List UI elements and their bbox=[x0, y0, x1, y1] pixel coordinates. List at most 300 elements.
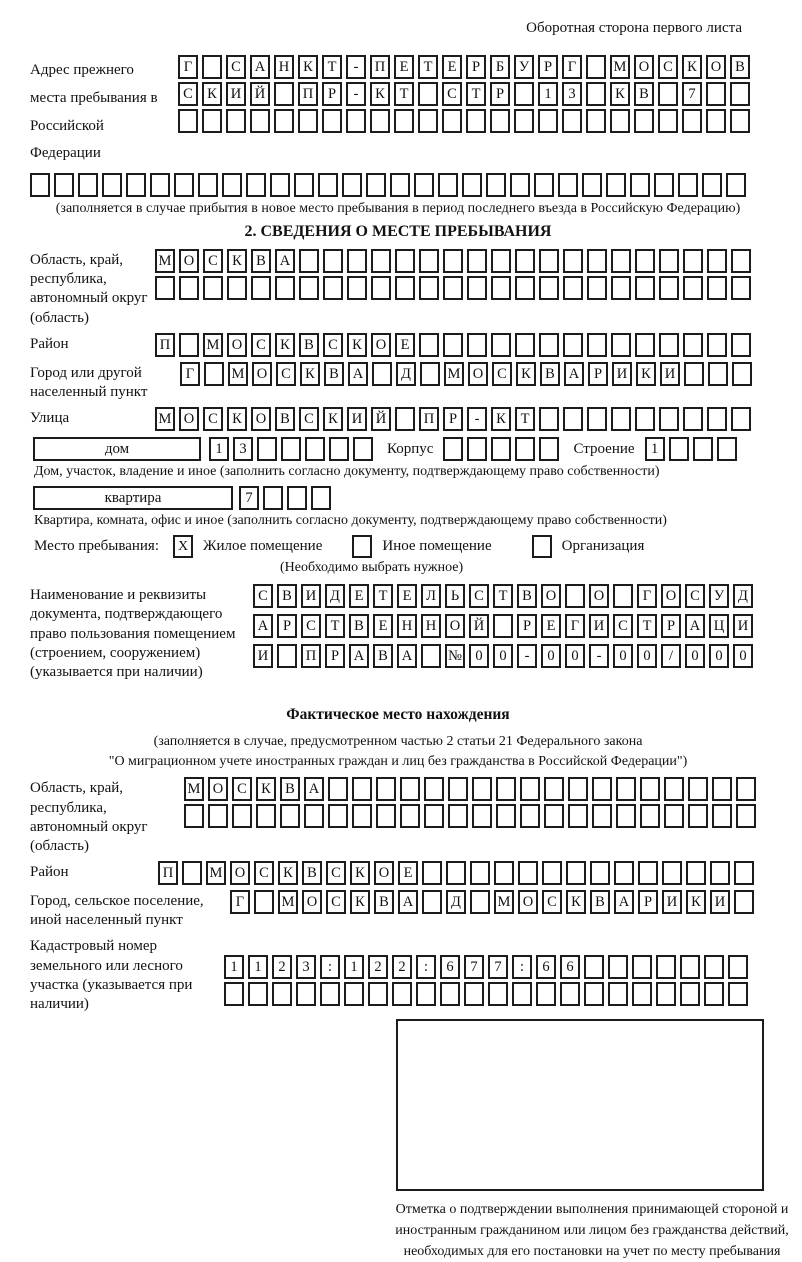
char-box bbox=[470, 861, 490, 885]
char-box bbox=[395, 276, 415, 300]
char-box: П bbox=[158, 861, 178, 885]
fact-location-note-line-1: (заполняется в случае, предусмотренном частью 2 статьи 21 Федерального закона bbox=[153, 734, 643, 750]
char-box bbox=[347, 249, 367, 273]
char-box bbox=[352, 777, 372, 801]
char-box: И bbox=[660, 362, 680, 386]
char-box: К bbox=[516, 362, 536, 386]
char-box: Г bbox=[565, 614, 585, 638]
char-box bbox=[659, 249, 679, 273]
fact-location-title: Фактическое место нахождения bbox=[286, 706, 510, 724]
prev-address-row-4 bbox=[30, 173, 766, 197]
char-box bbox=[707, 333, 727, 357]
char-box: О bbox=[252, 362, 272, 386]
char-box bbox=[587, 276, 607, 300]
char-box bbox=[565, 584, 585, 608]
char-box bbox=[688, 777, 708, 801]
char-box: Т bbox=[394, 82, 414, 106]
char-box bbox=[640, 804, 660, 828]
char-box bbox=[592, 804, 612, 828]
char-box bbox=[544, 804, 564, 828]
char-box: А bbox=[397, 644, 417, 668]
char-box bbox=[419, 333, 439, 357]
char-box: С bbox=[492, 362, 512, 386]
document-label: Наименование и реквизиты документа, подтверждающего право пользования помещением (строением, сооружением) (указывается при наличии) bbox=[30, 587, 236, 680]
char-box bbox=[272, 982, 292, 1006]
char-box: 1 bbox=[344, 955, 364, 979]
char-box: Е bbox=[394, 55, 414, 79]
fact-city-field bbox=[30, 890, 766, 930]
char-box: С bbox=[178, 82, 198, 106]
document-row-2 bbox=[253, 614, 753, 638]
char-box: А bbox=[304, 777, 324, 801]
char-box bbox=[254, 890, 274, 914]
char-box bbox=[299, 276, 319, 300]
char-box bbox=[659, 333, 679, 357]
char-box bbox=[400, 777, 420, 801]
char-box bbox=[706, 82, 726, 106]
char-box bbox=[734, 861, 754, 885]
district-field bbox=[30, 333, 766, 357]
char-box bbox=[179, 276, 199, 300]
stay-type-label: Место пребывания: bbox=[34, 538, 159, 555]
char-box: 7 bbox=[488, 955, 508, 979]
char-box bbox=[536, 982, 556, 1006]
char-box: 1 bbox=[248, 955, 268, 979]
char-box: Е bbox=[349, 584, 369, 608]
char-box bbox=[204, 362, 224, 386]
char-box: Г bbox=[178, 55, 198, 79]
char-box bbox=[179, 333, 199, 357]
char-box: 6 bbox=[560, 955, 580, 979]
char-box: / bbox=[661, 644, 681, 668]
korpus-label: Корпус bbox=[387, 440, 434, 457]
char-box: С bbox=[323, 333, 343, 357]
char-box bbox=[342, 173, 362, 197]
char-box: Й bbox=[469, 614, 489, 638]
char-box bbox=[424, 777, 444, 801]
char-box bbox=[395, 407, 415, 431]
char-box: С bbox=[469, 584, 489, 608]
char-box bbox=[712, 804, 732, 828]
char-box: Р bbox=[661, 614, 681, 638]
char-box: 6 bbox=[536, 955, 556, 979]
char-box bbox=[352, 804, 372, 828]
char-box bbox=[256, 804, 276, 828]
char-box bbox=[202, 55, 222, 79]
char-box bbox=[347, 276, 367, 300]
char-box bbox=[635, 407, 655, 431]
char-box: К bbox=[278, 861, 298, 885]
char-box bbox=[514, 109, 534, 133]
fact-region-row-1 bbox=[184, 777, 756, 801]
char-box bbox=[418, 82, 438, 106]
char-box: Н bbox=[274, 55, 294, 79]
char-box bbox=[126, 173, 146, 197]
apartment-note: Квартира, комната, офис и иное (заполнить согласно документу, подтверждающему право собственности) bbox=[34, 513, 667, 529]
char-box: С bbox=[613, 614, 633, 638]
char-box bbox=[704, 955, 724, 979]
char-box: В bbox=[540, 362, 560, 386]
char-box: 1 bbox=[224, 955, 244, 979]
stay-type-row bbox=[34, 535, 766, 558]
char-box bbox=[656, 982, 676, 1006]
char-box bbox=[656, 955, 676, 979]
char-box bbox=[584, 982, 604, 1006]
char-box: К bbox=[566, 890, 586, 914]
char-box bbox=[608, 982, 628, 1006]
stroenie-label: Строение bbox=[573, 440, 635, 457]
char-box: Р bbox=[638, 890, 658, 914]
char-box bbox=[730, 109, 750, 133]
char-box bbox=[494, 861, 514, 885]
char-box bbox=[563, 407, 583, 431]
char-box bbox=[542, 861, 562, 885]
char-box bbox=[702, 173, 722, 197]
char-box: 0 bbox=[493, 644, 513, 668]
char-box bbox=[514, 82, 534, 106]
street-label: Улица bbox=[30, 410, 70, 427]
char-box: С bbox=[658, 55, 678, 79]
char-box bbox=[366, 173, 386, 197]
char-box: 0 bbox=[469, 644, 489, 668]
char-box bbox=[587, 407, 607, 431]
char-box bbox=[448, 804, 468, 828]
char-box bbox=[632, 955, 652, 979]
char-box bbox=[515, 333, 535, 357]
char-box bbox=[582, 173, 602, 197]
char-box bbox=[323, 249, 343, 273]
house-box-label: дом bbox=[33, 437, 201, 461]
char-box: И bbox=[612, 362, 632, 386]
char-box bbox=[539, 249, 559, 273]
fact-location-note-line-2: "О миграционном учете иностранных граждан и лиц без гражданства в Российской Федерации") bbox=[108, 753, 688, 769]
char-box: М bbox=[494, 890, 514, 914]
char-box bbox=[707, 249, 727, 273]
char-box bbox=[320, 982, 340, 1006]
char-box: К bbox=[682, 55, 702, 79]
char-box bbox=[563, 249, 583, 273]
char-box: В bbox=[280, 777, 300, 801]
char-box: О bbox=[208, 777, 228, 801]
prev-address-field bbox=[30, 55, 766, 168]
char-box bbox=[736, 804, 756, 828]
char-box: 3 bbox=[233, 437, 253, 461]
char-box: Р bbox=[443, 407, 463, 431]
char-box bbox=[520, 777, 540, 801]
char-box bbox=[731, 407, 751, 431]
char-box bbox=[560, 982, 580, 1006]
char-box: Т bbox=[493, 584, 513, 608]
char-box: Т bbox=[515, 407, 535, 431]
char-box bbox=[277, 644, 297, 668]
char-box: К bbox=[298, 55, 318, 79]
char-box bbox=[251, 276, 271, 300]
char-box bbox=[658, 109, 678, 133]
apartment-number-row bbox=[239, 486, 331, 510]
char-box: С bbox=[251, 333, 271, 357]
char-box: 0 bbox=[613, 644, 633, 668]
char-box: О bbox=[589, 584, 609, 608]
fact-region-row-2 bbox=[184, 804, 756, 828]
char-box: А bbox=[614, 890, 634, 914]
char-box bbox=[448, 777, 468, 801]
char-box bbox=[488, 982, 508, 1006]
char-box: С bbox=[301, 614, 321, 638]
char-box bbox=[371, 276, 391, 300]
char-box: : bbox=[416, 955, 436, 979]
char-box bbox=[304, 804, 324, 828]
char-box: М bbox=[278, 890, 298, 914]
char-box bbox=[226, 109, 246, 133]
char-box: Т bbox=[325, 614, 345, 638]
char-box bbox=[635, 249, 655, 273]
char-box bbox=[371, 249, 391, 273]
char-box bbox=[731, 249, 751, 273]
char-box bbox=[568, 804, 588, 828]
char-box: М bbox=[155, 249, 175, 273]
char-box: Й bbox=[371, 407, 391, 431]
char-box bbox=[634, 109, 654, 133]
char-box bbox=[706, 109, 726, 133]
fact-district-row bbox=[158, 861, 754, 885]
char-box bbox=[586, 82, 606, 106]
char-box: А bbox=[348, 362, 368, 386]
char-box: С bbox=[232, 777, 252, 801]
char-box bbox=[669, 437, 689, 461]
char-box bbox=[281, 437, 301, 461]
char-box bbox=[630, 173, 650, 197]
char-box: О bbox=[302, 890, 322, 914]
char-box bbox=[224, 982, 244, 1006]
char-box bbox=[659, 407, 679, 431]
char-box bbox=[294, 173, 314, 197]
char-box bbox=[182, 861, 202, 885]
city-field bbox=[30, 362, 766, 402]
cadastre-field bbox=[30, 935, 766, 1014]
cadastre-label: Кадастровый номер земельного или лесного участка (указывается при наличии) bbox=[30, 938, 193, 1012]
char-box: 0 bbox=[685, 644, 705, 668]
prev-address-label: Адрес прежнего места пребывания в Российской Федерации bbox=[30, 62, 158, 162]
char-box bbox=[638, 861, 658, 885]
char-box: 3 bbox=[562, 82, 582, 106]
char-box bbox=[586, 55, 606, 79]
fact-district-label: Район bbox=[30, 864, 69, 881]
char-box bbox=[688, 804, 708, 828]
char-box bbox=[462, 173, 482, 197]
char-box bbox=[470, 890, 490, 914]
char-box bbox=[420, 362, 440, 386]
char-box bbox=[586, 109, 606, 133]
char-box: А bbox=[253, 614, 273, 638]
char-box bbox=[311, 486, 331, 510]
char-box bbox=[472, 777, 492, 801]
checkbox-organization bbox=[532, 535, 552, 558]
char-box bbox=[395, 249, 415, 273]
char-box bbox=[202, 109, 222, 133]
char-box: М bbox=[444, 362, 464, 386]
char-box bbox=[534, 173, 554, 197]
stroenie-row bbox=[645, 437, 737, 461]
char-box: О bbox=[227, 333, 247, 357]
char-box bbox=[611, 276, 631, 300]
char-box: В bbox=[373, 644, 393, 668]
char-box bbox=[664, 777, 684, 801]
document-rows bbox=[253, 584, 753, 668]
checkbox-other-premises bbox=[352, 535, 372, 558]
char-box bbox=[664, 804, 684, 828]
char-box bbox=[299, 249, 319, 273]
prev-address-note: (заполняется в случае прибытия в новое место пребывания в период последнего въезда в Российскую Федерацию) bbox=[55, 201, 741, 216]
char-box: О bbox=[518, 890, 538, 914]
prev-address-rows bbox=[178, 55, 750, 133]
char-box: 2 bbox=[392, 955, 412, 979]
document-row-1 bbox=[253, 584, 753, 608]
char-box: 1 bbox=[645, 437, 665, 461]
char-box bbox=[616, 777, 636, 801]
char-box: О bbox=[706, 55, 726, 79]
char-box: Л bbox=[421, 584, 441, 608]
char-box: : bbox=[320, 955, 340, 979]
char-box: И bbox=[733, 614, 753, 638]
char-box: В bbox=[517, 584, 537, 608]
page-side-note: Оборотная сторона первого листа bbox=[526, 20, 742, 36]
checkbox-residential: X bbox=[173, 535, 193, 558]
char-box bbox=[496, 804, 516, 828]
char-box: Р bbox=[588, 362, 608, 386]
char-box: Г bbox=[637, 584, 657, 608]
char-box bbox=[654, 173, 674, 197]
char-box bbox=[328, 804, 348, 828]
cadastre-row-1 bbox=[224, 955, 748, 979]
char-box: Д bbox=[396, 362, 416, 386]
char-box bbox=[102, 173, 122, 197]
char-box bbox=[305, 437, 325, 461]
char-box: О bbox=[179, 249, 199, 273]
char-box bbox=[328, 777, 348, 801]
char-box bbox=[250, 109, 270, 133]
char-box bbox=[421, 644, 441, 668]
stay-type-note: (Необходимо выбрать нужное) bbox=[280, 560, 464, 576]
char-box bbox=[419, 249, 439, 273]
char-box: 3 bbox=[296, 955, 316, 979]
char-box bbox=[736, 777, 756, 801]
char-box bbox=[635, 333, 655, 357]
char-box bbox=[298, 109, 318, 133]
document-row-3 bbox=[253, 644, 753, 668]
char-box: В bbox=[349, 614, 369, 638]
char-box: Р bbox=[466, 55, 486, 79]
char-box: О bbox=[251, 407, 271, 431]
char-box bbox=[512, 982, 532, 1006]
char-box bbox=[208, 804, 228, 828]
char-box bbox=[422, 861, 442, 885]
region-row-2 bbox=[155, 276, 751, 300]
stamp-box bbox=[396, 1019, 764, 1191]
char-box bbox=[731, 333, 751, 357]
char-box bbox=[515, 249, 535, 273]
char-box bbox=[730, 82, 750, 106]
char-box: К bbox=[202, 82, 222, 106]
char-box bbox=[608, 955, 628, 979]
char-box bbox=[538, 109, 558, 133]
char-box: 7 bbox=[239, 486, 259, 510]
region-field bbox=[30, 249, 766, 328]
char-box bbox=[683, 407, 703, 431]
char-box: Р bbox=[277, 614, 297, 638]
street-field bbox=[30, 407, 766, 431]
char-box bbox=[443, 249, 463, 273]
char-box bbox=[400, 804, 420, 828]
char-box: К bbox=[323, 407, 343, 431]
char-box bbox=[424, 804, 444, 828]
char-box: С bbox=[326, 861, 346, 885]
char-box bbox=[707, 407, 727, 431]
char-box: К bbox=[350, 861, 370, 885]
char-box: О bbox=[661, 584, 681, 608]
char-box: Г bbox=[180, 362, 200, 386]
char-box: С bbox=[542, 890, 562, 914]
char-box bbox=[658, 82, 678, 106]
fact-location-note bbox=[30, 732, 766, 771]
char-box bbox=[442, 109, 462, 133]
char-box bbox=[606, 173, 626, 197]
char-box: А bbox=[398, 890, 418, 914]
cadastre-row-2 bbox=[224, 982, 748, 1006]
char-box: Е bbox=[373, 614, 393, 638]
char-box bbox=[491, 276, 511, 300]
char-box: Д bbox=[446, 890, 466, 914]
char-box bbox=[610, 109, 630, 133]
char-box: А bbox=[685, 614, 705, 638]
char-box: - bbox=[346, 82, 366, 106]
char-box: Т bbox=[322, 55, 342, 79]
house-note: Дом, участок, владение и иное (заполнить согласно документу, подтверждающему право собственности) bbox=[34, 464, 660, 480]
char-box bbox=[346, 109, 366, 133]
city-row bbox=[180, 362, 752, 386]
char-box bbox=[708, 362, 728, 386]
char-box bbox=[275, 276, 295, 300]
char-box: Н bbox=[421, 614, 441, 638]
char-box bbox=[539, 276, 559, 300]
char-box: И bbox=[589, 614, 609, 638]
char-box: К bbox=[350, 890, 370, 914]
char-box bbox=[539, 407, 559, 431]
char-box bbox=[443, 276, 463, 300]
char-box bbox=[467, 249, 487, 273]
char-box bbox=[422, 890, 442, 914]
char-box bbox=[717, 437, 737, 461]
char-box: Т bbox=[637, 614, 657, 638]
char-box: С bbox=[685, 584, 705, 608]
char-box bbox=[491, 437, 511, 461]
char-box bbox=[693, 437, 713, 461]
char-box: 0 bbox=[733, 644, 753, 668]
stamp-caption: Отметка о подтверждении выполнения принимающей стороной и иностранным гражданином или лицом без гражданства действий, необходимых для его постановки на учет по месту пребывания bbox=[395, 1202, 789, 1260]
char-box bbox=[590, 861, 610, 885]
option-residential-label: Жилое помещение bbox=[203, 538, 323, 555]
char-box bbox=[496, 777, 516, 801]
char-box bbox=[734, 890, 754, 914]
char-box bbox=[518, 861, 538, 885]
char-box: Д bbox=[733, 584, 753, 608]
char-box bbox=[562, 109, 582, 133]
house-row bbox=[33, 437, 766, 461]
char-box bbox=[611, 249, 631, 273]
char-box bbox=[322, 109, 342, 133]
char-box bbox=[584, 955, 604, 979]
char-box bbox=[632, 982, 652, 1006]
char-box bbox=[257, 437, 277, 461]
